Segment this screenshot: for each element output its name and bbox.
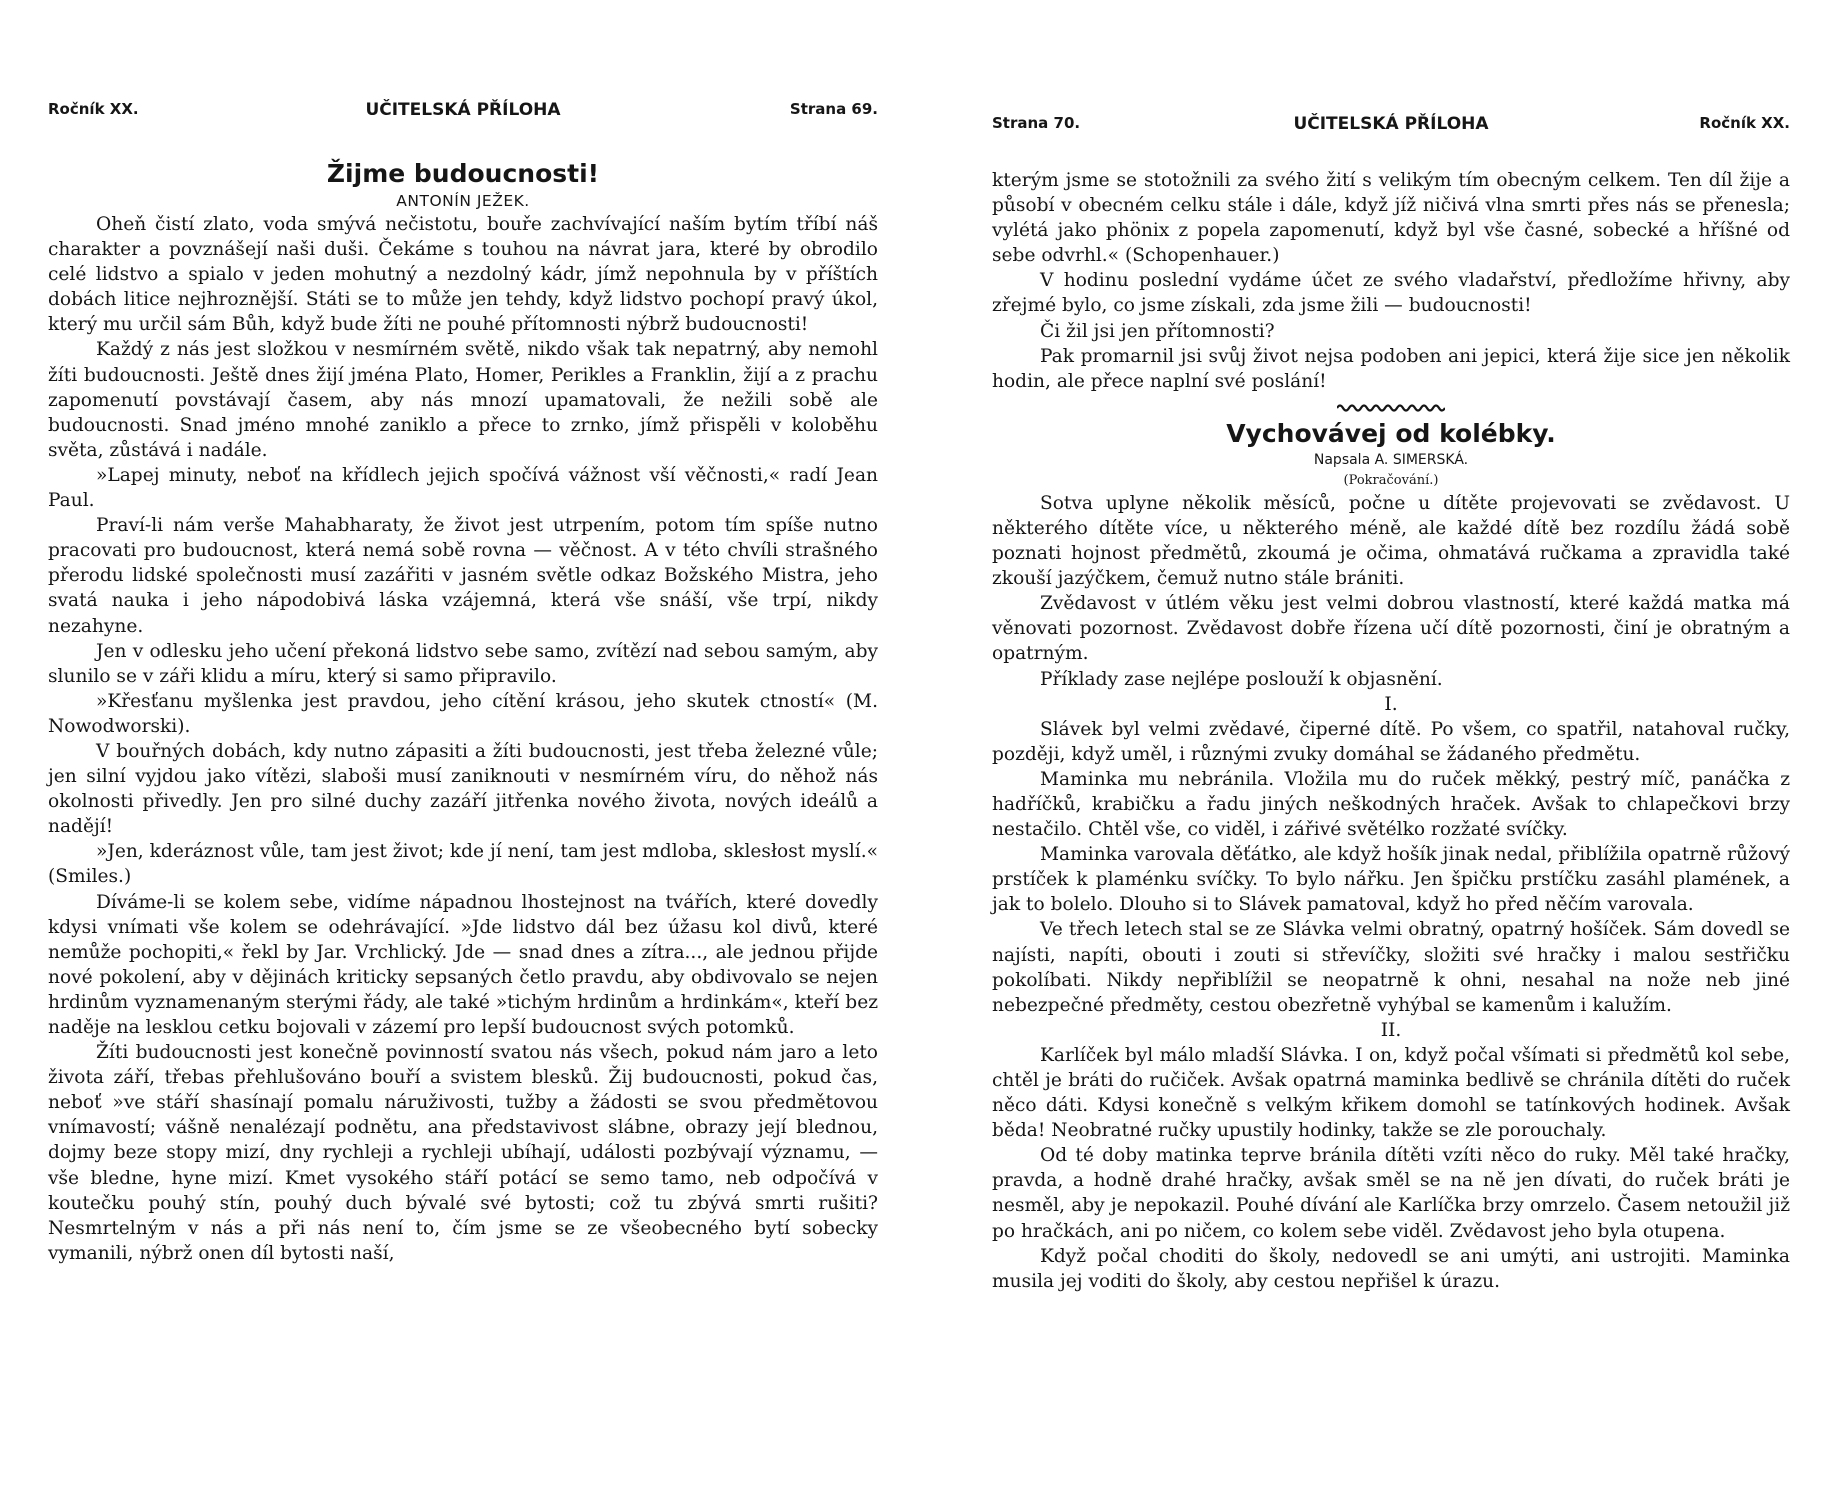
paragraph: Praví-li nám verše Mahabharaty, že život jest utrpením, potom tím spíše nutno pracovati pro budoucnost, která nemá sobě rovna — věčnost. A v této chvíli strašného přerodu lidské společnosti musí zazářiti v jasném světle odkaz Božského Mistra, jeho svatá nauka i jeho nápodobivá láska vzájemná, která vše snáší, vše trpí, nikdy nezahyne. xyxy=(48,515,878,637)
paragraph: Oheň čistí zlato, voda smývá nečistotu, bouře zachvívající naším bytím tříbí náš charakter a povznášejí naši duši. Čekáme s touhou na návrat jara, které by obrodilo celé lidstvo a spialo v jeden mohutný a nezdolný kádr, jímž nepohnula by v příštích dobách litice nejhroznější. Státi se to může jen tehdy, když lidstvo pochopí pravý úkol, který mu určil sám Bůh, když bude žíti ne pouhé přítomnosti nýbrž budoucnosti! xyxy=(48,214,878,336)
right-page-header xyxy=(992,114,1790,140)
paragraph: Zvědavost v útlém věku jest velmi dobrou vlastností, které každá matka má věnovati pozornost. Zvědavost dobře řízena učí dítě pozornosti, činí je obratným a opatrným. xyxy=(992,593,1790,665)
paragraph: Díváme-li se kolem sebe, vidíme nápadnou lhostejnost na tvářích, které dovedly kdysi vnímati vše kolem se odehrávající. »Jde lidstvo dál bez úžasu kol divů, které nemůže pochopiti,« řekl by Jar. Vrchlický. Jde — snad dnes a zítra..., ale jednou přijde nové pokolení, aby v dějinách kriticky sepsaných četlo pravdu, aby obdivovalo se nejen hrdinům vyznamenaným sterými řády, ale také »tichým hrdinům a hrdinkám«, kteří bez naděje na lesklou cetku bojovali v zázemí pro lepší budoucnost svých potomků. xyxy=(48,891,878,1038)
ornament-divider xyxy=(1337,402,1445,412)
volume-label: Ročník XX. xyxy=(48,100,139,118)
right-page xyxy=(992,0,1790,1500)
paragraph: »Jen, kderáznost vůle, tam jest život; kde jí není, tam jest mdloba, sklesłost myslí.« (Smiles.) xyxy=(48,841,878,888)
paragraph: Jen v odlesku jeho učení překoná lidstvo sebe samo, zvítězí nad sebou samým, aby slunilo se v záři klidu a míru, který si samo připravilo. xyxy=(48,640,878,687)
paragraph: Karlíček byl málo mladší Slávka. I on, když počal všímati si předmětů kol sebe, chtěl je bráti do ručiček. Avšak opatrná maminka bedlivě se chránila dítěti do ruček něco dáti. Kdysi konečně s velkým křikem domohl se tatínkových hodinek. Avšak běda! Neobratné ručky upustily hodinky, takže se zle porouchaly. xyxy=(992,1044,1790,1142)
page-number: Strana 69. xyxy=(789,100,878,118)
paragraph: Sotva uplyne několik měsíců, počne u dítěte projevovati se zvědavost. U některého dítěte více, u některého méně, ale každé dítě bez rozdílu žádá sobě poznati hojnost předmětů, zkoumá je očima, ohmatává ručkama a zpravidla také zkouší jazýčkem, čemuž nutno stále brániti. xyxy=(992,492,1790,590)
paragraph: Maminka varovala děťátko, ale když hošík jinak nedal, přiblížila opatrně růžový prstíček k plaménku svíčky. To bylo nářku. Jen špičku prstíčku zasáhl plamének, a jak to bolelo. Dlouho si to Slávek pamatoval, když ho před něčím varovala. xyxy=(992,844,1790,916)
running-head: UČITELSKÁ PŘÍLOHA xyxy=(365,100,561,120)
paragraph: Od té doby matinka teprve bránila dítěti vzíti něco do ruky. Měl také hračky, pravda, a hodně drahé hračky, avšak směl se na ně jen dívati, do ruček bráti je nesměl, aby je nepokazil. Pouhé dívání ale Karlíčka brzy omrzelo. Časem netoužil již po hračkách, ani po ničem, co kolem sebe viděl. Zvědavost jeho byla otupena. xyxy=(992,1145,1790,1242)
section-heading: II. xyxy=(1380,1019,1402,1041)
paragraph: kterým jsme se stotožnili za svého žití s velikým tím obecným celkem. Ten díl žije a působí v obecném celku stále i dále, když jíž ničivá vlna smrti přes nás se přenesla; vylétá jako phönix z popela zapomenutí, když byl vše časné, sobecké a hříšné od sebe odvrhl.« (Schopenhauer.) xyxy=(992,170,1790,267)
article-title: Vychovávej od kolébky. xyxy=(1226,418,1556,448)
paragraph: Příklady zase nejlépe poslouží k objasnění. xyxy=(1040,668,1443,690)
paragraph: Žíti budoucnosti jest konečně povinností svatou nás všech, pokud nám jaro a leto života září, třebas přehlušováno bouří a svistem blesků. Žij budoucnosti, pokud čas, neboť »ve stáří shasínají pomalu náruživosti, tužby a žádosti se svou předmětovou vnímavostí; vášně nenalézají podnětu, ana představivost slábne, obrazy její blednou, dojmy beze stopy mizí, dny rychleji a rychleji ubíhají, události pozbývají významu, — vše bledne, hyne mizí. Kmet vysokého stáří potácí se semo tamo, neb odpočívá v koutečku pouhý stín, pouhý duch bývalé své bytosti; což tu zbývá smrti rušiti? Nesmrtelným v nás a při nás není to, čím jsme se ze všeobecného bytí sobecky vymanili, nýbrž onen díl bytosti naší, xyxy=(48,1042,878,1264)
article-author: ANTONÍN JEŽEK. xyxy=(396,192,530,210)
article-author: Napsala A. SIMERSKÁ. xyxy=(1313,451,1469,468)
volume-label: Ročník XX. xyxy=(1699,114,1790,132)
paragraph: V bouřných dobách, kdy nutno zápasiti a žíti budoucnosti, jest třeba železné vůle; jen silní vyjdou jako vítězi, slaboši musí zaniknouti v nesmírném víru, do něhož nás okolnosti přivedly. Jen pro silné duchy zazáří jitřenka nového života, nových ideálů a nadějí! xyxy=(48,740,878,838)
paragraph: »Lapej minuty, neboť na křídlech jejich spočívá vážnost vší věčnosti,« radí Jean Paul. xyxy=(48,464,878,512)
paragraph: Každý z nás jest složkou v nesmírném světě, nikdo však tak nepatrný, aby nemohl žíti budoucnosti. Ještě dnes žijí jména Plato, Homer, Perikles a Franklin, žijí a z prachu zapomenutí povstávají časem, aby nás mnozí upamatovali, že nežili sobě ale budoucnosti. Snad jméno mnohé zaniklo a přece to zrnko, jímž přispěli v koloběhu světa, zůstává i nadále. xyxy=(48,339,878,461)
article-title: Žijme budoucnosti! xyxy=(326,159,600,188)
left-page-body xyxy=(48,158,878,1266)
page-number: Strana 70. xyxy=(992,114,1081,132)
paragraph: Maminka mu nebránila. Vložila mu do ruček měkký, pestrý míč, panáčka z hadříčků, krabičku a řadu jiných neškodných hraček. Avšak to chlapečkovi brzy nestačilo. Chtěl vše, co viděl, i zářivé světélko rozžaté svíčky. xyxy=(992,768,1790,841)
paragraph: Když počal choditi do školy, nedovedl se ani umýti, ani ustrojiti. Maminka musila jej voditi do školy, aby cestou nepřišel k úrazu. xyxy=(992,1245,1790,1292)
paragraph: »Křesťanu myšlenka jest pravdou, jeho cítění krásou, jeho skutek ctností« (M. Nowodworski). xyxy=(48,690,878,737)
paragraph: Ve třech letech stal se ze Slávka velmi obratný, opatrný hošíček. Sám dovedl se najísti, napíti, obouti i zouti si střevíčky, složiti své hračky i malou sestřičku pokolíbati. Nikdy nepřiblížil se neopatrně k ohni, nesahal na nože neb jiné nebezpečné předměty, cestou obezřetně vyhýbal se kamenům i kalužím. xyxy=(992,919,1790,1016)
paragraph: Pak promarnil jsi svůj život nejsa podoben ani jepici, která žije sice jen několik hodin, ale přece naplní své poslání! xyxy=(992,345,1790,392)
paragraph: V hodinu poslední vydáme účet ze svého vladařství, předložíme hřivny, aby zřejmé bylo, co jsme získali, zda jsme žili — budoucnosti! xyxy=(992,270,1790,317)
left-page xyxy=(48,0,878,1500)
section-heading: I. xyxy=(1384,693,1398,715)
right-page-body xyxy=(992,168,1790,1294)
running-head: UČITELSKÁ PŘÍLOHA xyxy=(1293,114,1489,134)
paragraph: Či žil jsi jen přítomnosti? xyxy=(1040,320,1275,342)
left-page-header xyxy=(48,100,878,126)
continued-note: (Pokračování.) xyxy=(1343,472,1439,488)
paragraph: Slávek byl velmi zvědavé, čiperné dítě. Po všem, co spatřil, natahoval ručky, později, když uměl, i různými zvuky domáhal se žádaného předmětu. xyxy=(992,718,1790,765)
